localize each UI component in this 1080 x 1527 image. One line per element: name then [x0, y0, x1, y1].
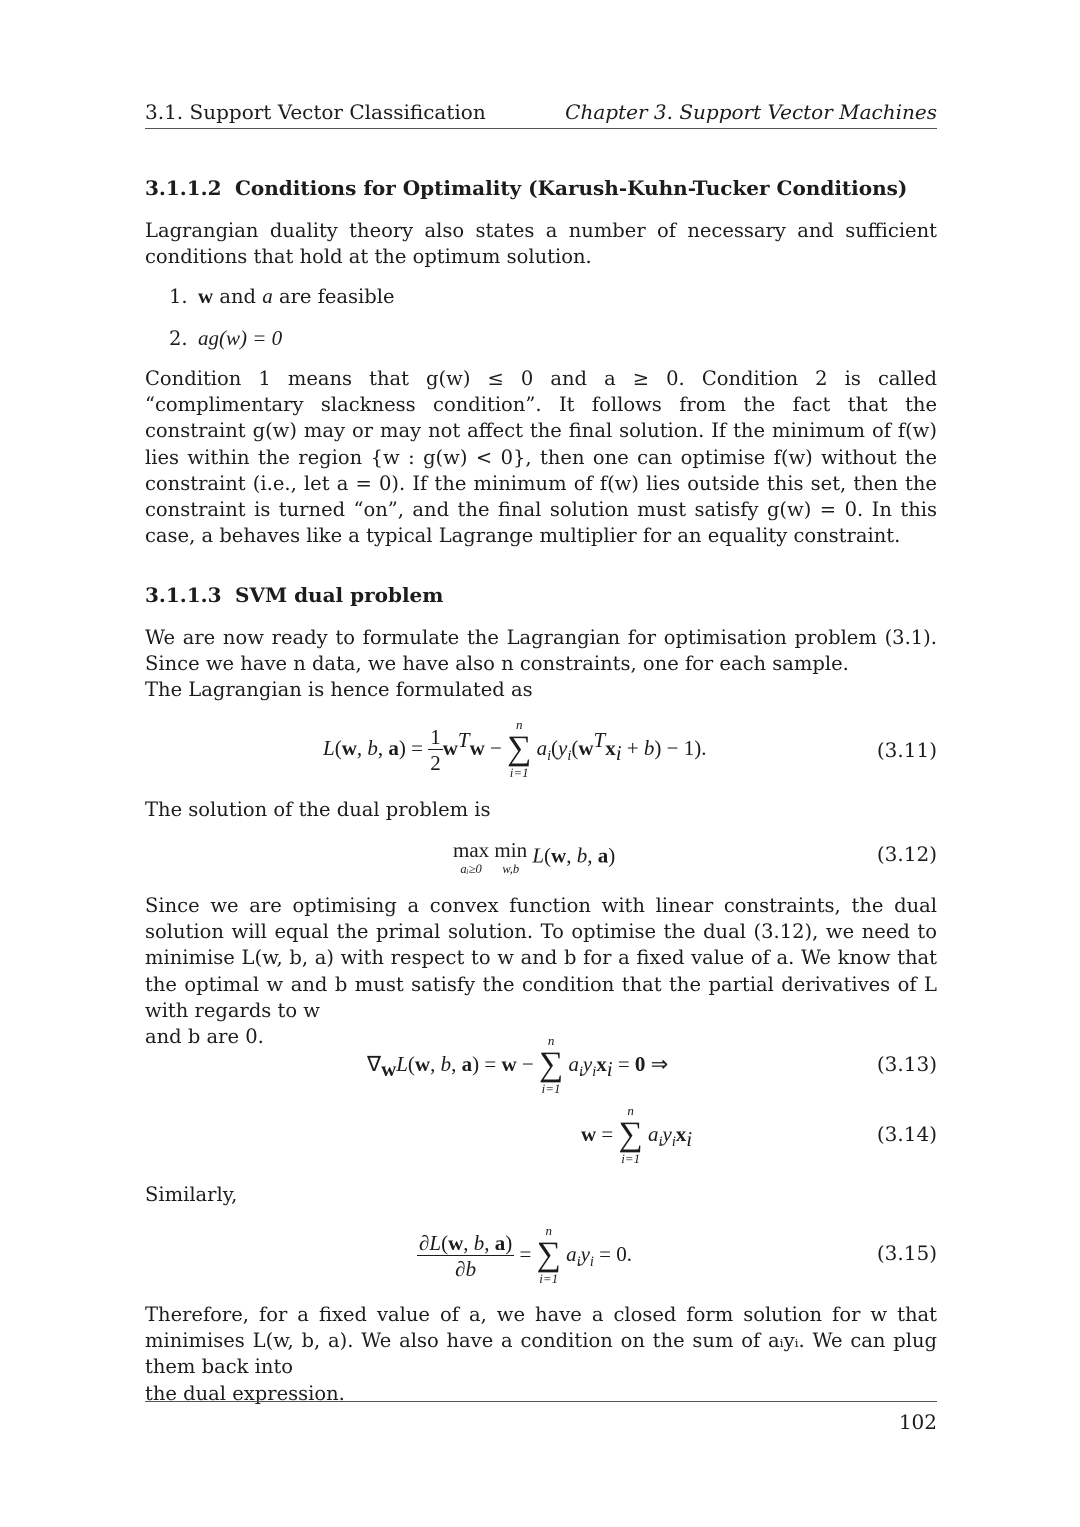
text-line: multiplier for an equality constraint. — [539, 524, 901, 548]
text-line: L(w, b, a). We also have a condition on the sum of aᵢyᵢ. We can plug them back into — [145, 1329, 938, 1379]
text-line: will equal the primal solution. To optimise the dual (3.12), we need to minimise — [145, 920, 937, 970]
equation-3-13 — [145, 1034, 937, 1100]
text-line: Therefore, for a fixed value of a, we have a closed form solution for w that minimises — [145, 1303, 937, 1353]
page-number: 102 — [898, 1410, 937, 1434]
text-line: L(w, b, a) with respect to w and b for a fixed value of a. We know that the optimal — [145, 946, 938, 996]
list-item-2 — [169, 326, 282, 351]
footer-rule — [145, 1401, 937, 1402]
text-line: We are now ready to formulate the Lagrangian for optimisation problem (3.1). Since — [145, 626, 937, 676]
list-number: 2. — [169, 327, 188, 350]
text-line: and b are 0. — [145, 1025, 264, 1049]
similarly-text: Similarly, — [145, 1183, 238, 1206]
closed-form-paragraph — [145, 1302, 937, 1407]
text-line: minimum of f(w) lies outside this set, then the constraint is turned “on”, and the — [145, 471, 937, 522]
equation-number: (3.14) — [876, 1122, 937, 1146]
max-min-formula: max aᵢ≥0 min w,b L(w, b, a) — [453, 838, 616, 876]
text-line: g(w) < 0}, then one can optimise f(w) without the constraint (i.e., let a = 0). If the — [145, 445, 937, 495]
text-line: final solution must satisfy g(w) = 0. In this case, a behaves like a typical Lagrange — [145, 498, 937, 548]
text-line: slackness condition”. It follows from the fact that the constraint g(w) may or may — [145, 393, 938, 443]
running-header — [145, 100, 937, 129]
text-line: we have n data, we have also n constraints, one for each sample. — [205, 652, 849, 676]
section-heading-3-1-1-2 — [145, 176, 907, 200]
summation-symbol: n ∑ i=1 — [507, 717, 532, 780]
equation-3-11 — [145, 718, 937, 784]
list-text: and — [213, 285, 263, 308]
math-complementary-condition: ag(w) = 0 — [198, 326, 283, 350]
text-line: Since we are optimising a convex function with linear constraints, the dual solution — [145, 894, 937, 944]
text-line: w and b must satisfy the condition that the partial derivatives of L with regards to w — [145, 972, 937, 1022]
kkt-explanation-paragraph — [145, 366, 937, 549]
text-line: the dual expression. — [145, 1381, 345, 1405]
document-page — [145, 0, 937, 1527]
section-title: SVM dual problem — [235, 583, 444, 607]
equation-number: (3.15) — [876, 1241, 937, 1265]
text-line: not affect the final solution. If the minimum of f(w) lies within the region {w : — [145, 419, 937, 469]
section-number: 3.1.1.3 — [145, 583, 222, 607]
equation-number: (3.12) — [876, 842, 937, 866]
section-heading-3-1-1-3 — [145, 583, 443, 607]
header-section-title: 3.1. Support Vector Classification — [145, 100, 486, 124]
list-item-1 — [169, 284, 395, 309]
equation-3-15 — [145, 1224, 937, 1290]
math-a: a — [262, 284, 273, 308]
partial-b-formula: $\frac{\partial L(w, b, a)}{\partial b}$ = n ∑ i=1 $a_iy_i = 0$. — [419, 1223, 632, 1286]
dual-solution-intro: The solution of the dual problem is — [145, 798, 491, 821]
optimise-dual-paragraph — [145, 893, 937, 1050]
equation-3-12 — [145, 840, 937, 880]
list-text: are feasible — [272, 285, 395, 308]
equation-3-14 — [145, 1104, 937, 1170]
w-solution-formula: w = n ∑ i=1 $a_iy_ix_i$ — [581, 1103, 693, 1166]
dual-intro-paragraph — [145, 625, 937, 704]
math-w: w — [198, 284, 214, 308]
text-line: Condition 1 means that g(w) ≤ 0 and a ≥ 0. Condition 2 is called “complimentary — [145, 367, 937, 417]
kkt-intro-paragraph: Lagrangian duality theory also states a number of necessary and sufficient conditions that hold at the optimum solution. — [145, 219, 937, 269]
header-chapter-title: Chapter 3. Support Vector Machines — [565, 100, 937, 124]
text-line: The Lagrangian is hence formulated as — [145, 678, 533, 702]
section-title: Conditions for Optimality (Karush-Kuhn-Tucker Conditions) — [235, 176, 908, 200]
equation-number: (3.13) — [876, 1052, 937, 1076]
lagrangian-formula: L(w, b, a) = $\frac{1}{2}$ $w^Tw$ − n ∑ i=1 $a_i(y_i(w^Tx_i + b) - 1)$. — [323, 717, 707, 780]
gradient-formula: $\nabla_wL(w$, b, a) = w − n ∑ i=1 $a_iy_ix_i = 0$ ⇒ — [367, 1033, 669, 1096]
list-number: 1. — [169, 285, 188, 308]
equation-number: (3.11) — [876, 738, 937, 762]
section-number: 3.1.1.2 — [145, 176, 222, 200]
